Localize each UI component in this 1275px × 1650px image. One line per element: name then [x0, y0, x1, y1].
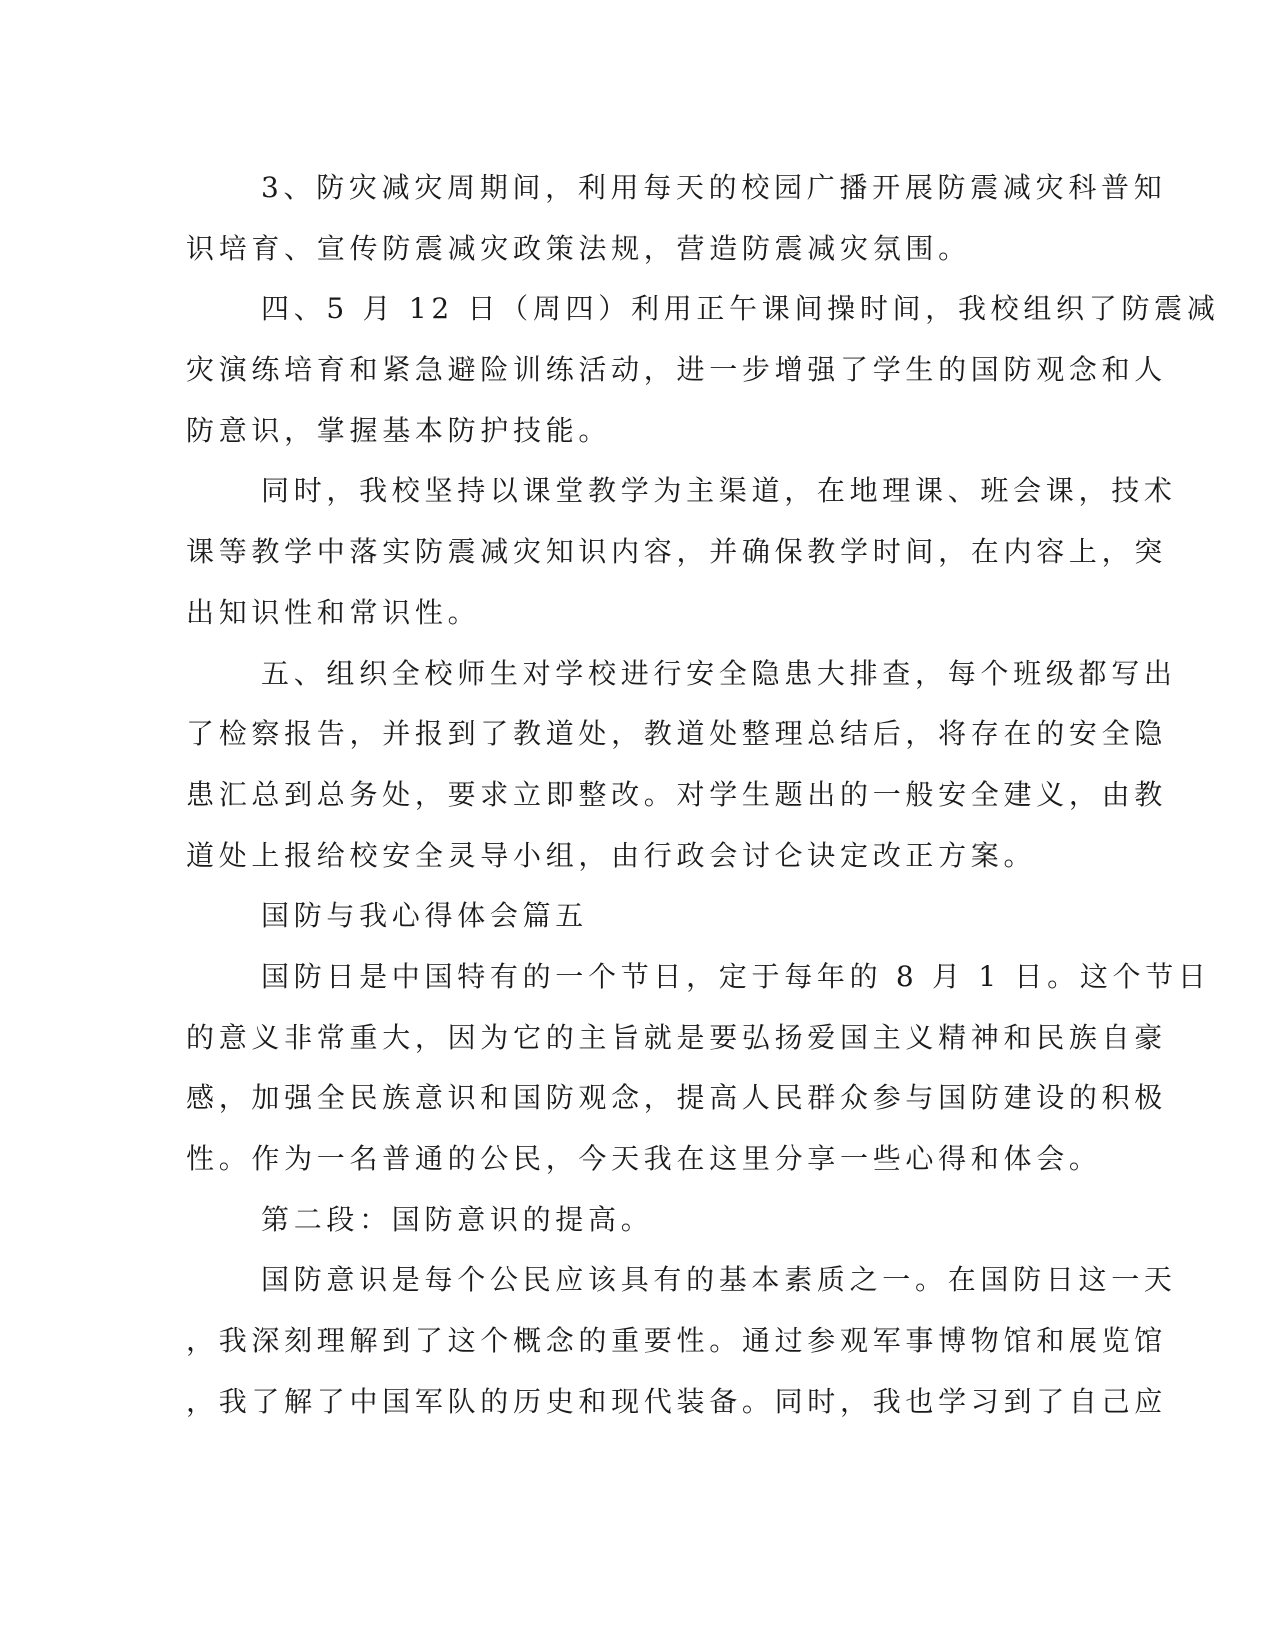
- text-line: 灾演练培育和紧急避险训练活动，进一步增强了学生的国防观念和人: [186, 353, 1168, 387]
- text-line: 性。作为一名普通的公民，今天我在这里分享一些心得和体会。: [186, 1142, 1102, 1175]
- text-line: 国防日是中国特有的一个节日，定于每年的 8 月 1 日。这个节日: [261, 959, 1211, 993]
- text-line: 3、防灾减灾周期间，利用每天的校园广播开展防震减灾科普知: [261, 171, 1167, 204]
- section-heading: 国防与我心得体会篇五: [261, 899, 589, 933]
- text-line: 国防意识是每个公民应该具有的基本素质之一。在国防日这一天: [261, 1263, 1177, 1297]
- text-line: 的意义非常重大，因为它的主旨就是要弘扬爱国主义精神和民族自豪: [186, 1020, 1168, 1054]
- text-line: 同时，我校坚持以课堂教学为主渠道，在地理课、班会课，技术: [261, 474, 1177, 508]
- document-body: [186, 158, 1220, 1432]
- text-line: 四、5 月 12 日（周四）利用正午课间操时间，我校组织了防震减: [261, 292, 1220, 326]
- text-line: 了检察报告，并报到了教道处，教道处整理总结后，将存在的安全隐: [186, 717, 1168, 751]
- text-line: 出知识性和常识性。: [186, 595, 481, 629]
- text-line: 患汇总到总务处，要求立即整改。对学生题出的一般安全建义，由教: [186, 777, 1168, 811]
- text-line: 道处上报给校安全灵导小组，由行政会讨仑诀定改正方案。: [186, 838, 1037, 872]
- text-line: 感，加强全民族意识和国防观念，提高人民群众参与国防建设的积极: [186, 1081, 1168, 1115]
- text-line: 课等教学中落实防震减灾知识内容，并确保教学时间，在内容上，突: [186, 535, 1168, 569]
- subsection-heading: 第二段：国防意识的提高。: [261, 1202, 654, 1236]
- text-line: ，我深刻理解到了这个概念的重要性。通过参观军事博物馆和展览馆: [186, 1324, 1168, 1358]
- text-line: ，我了解了中国军队的历史和现代装备。同时，我也学习到了自己应: [186, 1384, 1168, 1418]
- text-line: 识培育、宣传防震减灾政策法规，营造防震减灾氛围。: [186, 231, 971, 265]
- text-line: 五、组织全校师生对学校进行安全隐患大排查，每个班级都写出: [261, 656, 1177, 690]
- text-line: 防意识，掌握基本防护技能。: [186, 413, 612, 447]
